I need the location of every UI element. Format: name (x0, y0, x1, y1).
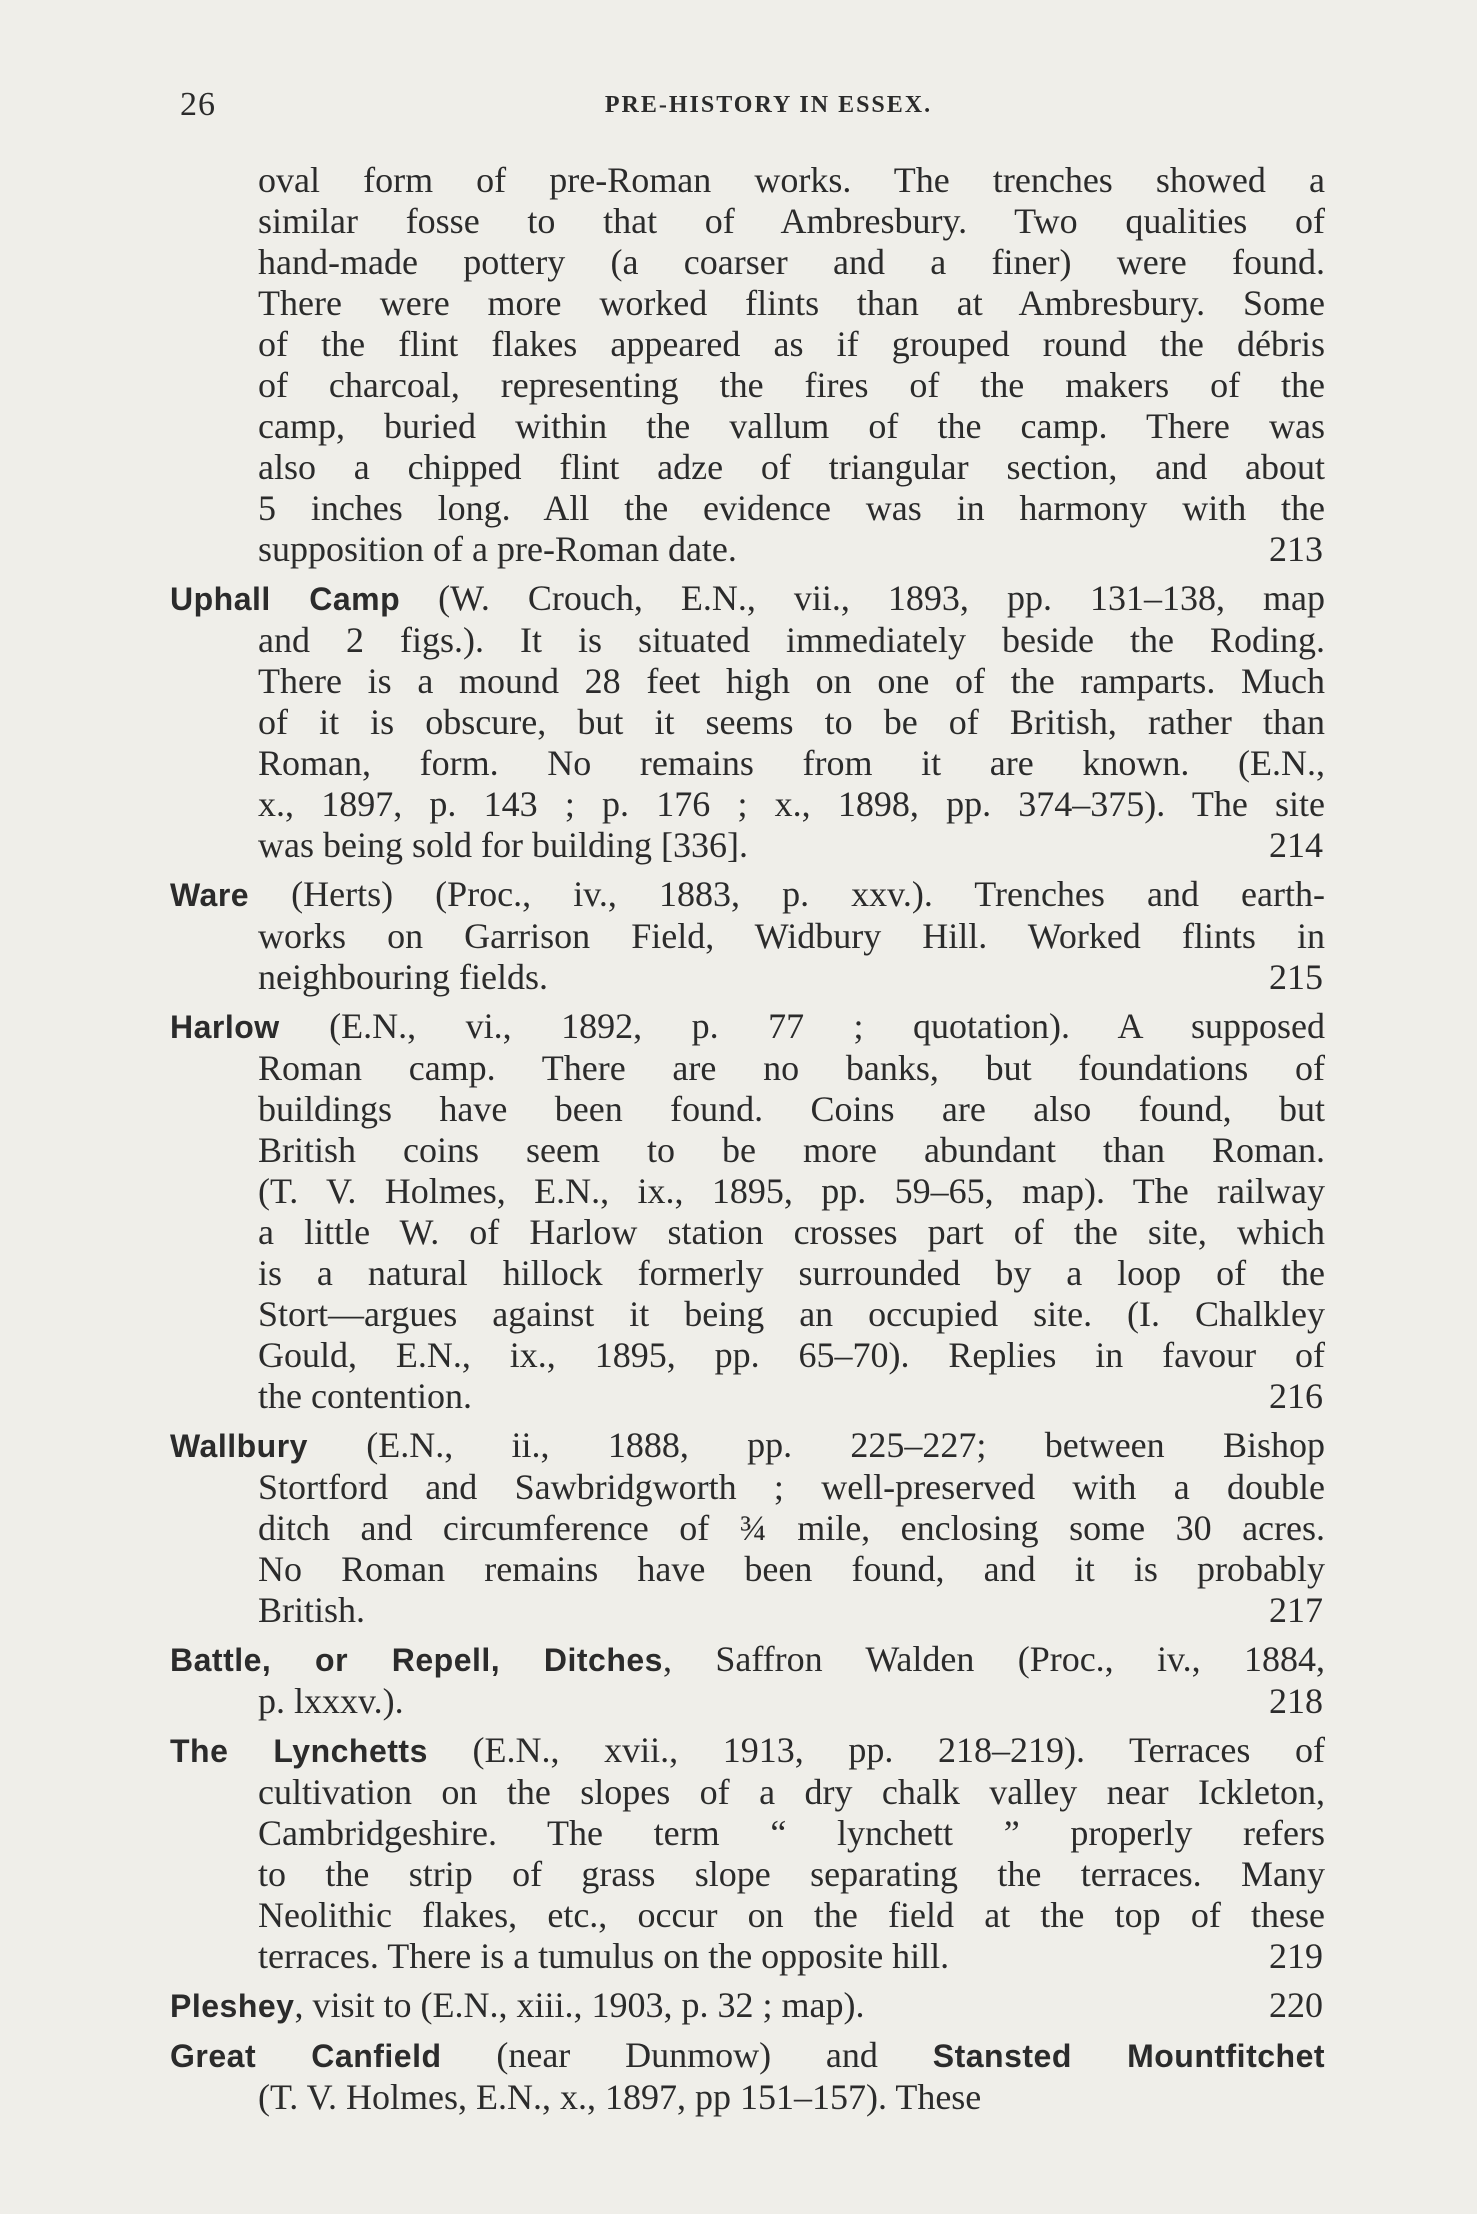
entry-number: 220 (1269, 1985, 1323, 2025)
entry-heading: Harlow (170, 1009, 280, 1045)
bibliography-entry (170, 1639, 1325, 1722)
text-line: Gould, E.N., ix., 1895, pp. 65–70). Replies in favour of (258, 1335, 1325, 1375)
bibliography-entry (170, 1006, 1325, 1417)
entry-heading: Wallbury (170, 1428, 308, 1464)
text-line: terraces. There is a tumulus on the opposite hill. (258, 1936, 950, 1976)
text-line: also a chipped flint adze of triangular section, and about (258, 447, 1325, 487)
text-line: neighbouring fields. (258, 957, 548, 997)
entry-number: 213 (1269, 529, 1323, 569)
bibliography-entry (170, 2035, 1325, 2118)
text-line: p. lxxxv.). (258, 1681, 404, 1721)
entry-number: 216 (1269, 1376, 1323, 1416)
bibliography-entry (170, 874, 1325, 998)
text-line: There were more worked flints than at Ambresbury. Some (258, 283, 1325, 323)
entry-heading: Great Canfield (170, 2038, 442, 2074)
text-line: was being sold for building [336]. (258, 825, 748, 865)
text-line: Roman camp. There are no banks, but foundations of (258, 1048, 1325, 1088)
entry-heading: Pleshey (170, 1988, 295, 2024)
entry-last-line (170, 825, 1325, 866)
entry-first-line (170, 2035, 1325, 2077)
entry-heading: Stansted Mountfitchet (932, 2038, 1326, 2074)
entry-text: (Herts) (Proc., iv., 1883, p. xxv.). Trenches and earth- (249, 874, 1325, 914)
entry-number: 215 (1269, 957, 1323, 997)
text-line: of it is obscure, but it seems to be of British, rather than (258, 702, 1325, 742)
text-line: No Roman remains have been found, and it is probably (258, 1549, 1325, 1589)
entry-text: (E.N., xvii., 1913, pp. 218–219). Terraces of (427, 1730, 1326, 1770)
running-title: PRE-HISTORY IN ESSEX. (604, 92, 933, 118)
text-line: oval form of pre-Roman works. The trenches showed a (258, 160, 1325, 200)
entry-last-line (170, 1681, 1325, 1722)
text-line: British coins seem to be more abundant than Roman. (258, 1130, 1325, 1170)
text-line: a little W. of Harlow station crosses part of the site, which (258, 1212, 1325, 1252)
page-body (170, 160, 1325, 2126)
entry-number: 218 (1269, 1681, 1323, 1721)
entry-last-line (170, 1590, 1325, 1631)
entry-text: (E.N., vi., 1892, p. 77 ; quotation). A supposed (279, 1006, 1325, 1046)
entry-first-line (170, 1425, 1325, 1467)
text-line: buildings have been found. Coins are also found, but (258, 1089, 1325, 1129)
text-line: the contention. (258, 1376, 472, 1416)
entry-text: (W. Crouch, E.N., vii., 1893, pp. 131–138, map (400, 578, 1326, 618)
entry-first-line (170, 1006, 1325, 1048)
text-line: Neolithic flakes, etc., occur on the field at the top of these (258, 1895, 1325, 1935)
entry-first-line (170, 578, 1325, 620)
entry-last-line (170, 1376, 1325, 1417)
text-line: of the flint flakes appeared as if grouped round the débris (258, 324, 1325, 364)
entry-text: (near Dunmow) and (441, 2035, 933, 2075)
entry-number: 217 (1269, 1590, 1323, 1630)
entry-number (1323, 2077, 1325, 2118)
intro-continuation (170, 160, 1325, 570)
text-line: is a natural hillock formerly surrounded by a loop of the (258, 1253, 1325, 1293)
bibliography-entry (170, 1425, 1325, 1631)
entry-last-line (170, 2077, 1325, 2118)
bibliography-entry (170, 578, 1325, 866)
text-line: to the strip of grass slope separating the terraces. Many (258, 1854, 1325, 1894)
entry-first-line (170, 1639, 1325, 1681)
text-line: cultivation on the slopes of a dry chalk valley near Ickleton, (258, 1772, 1325, 1812)
text-line: similar fosse to that of Ambresbury. Two qualities of (258, 201, 1325, 241)
text-line: Roman, form. No remains from it are known. (E.N., (258, 743, 1325, 783)
page-number: 26 (180, 86, 216, 123)
bibliography-entry (170, 1730, 1325, 1977)
entry-heading: Ware (170, 877, 250, 913)
entry-last-line (170, 957, 1325, 998)
entry-heading: Battle, or Repell, Ditches (170, 1642, 663, 1678)
entry-text: , visit to (E.N., xiii., 1903, p. 32 ; map). (294, 1985, 865, 2025)
entry-first-line-text (170, 1985, 864, 2027)
entry-first-line (170, 1730, 1325, 1772)
text-line: camp, buried within the vallum of the camp. There was (258, 406, 1325, 446)
bibliography-entry (170, 1985, 1325, 2027)
text-line: 5 inches long. All the evidence was in harmony with the (258, 488, 1325, 528)
text-line: works on Garrison Field, Widbury Hill. Worked flints in (258, 916, 1325, 956)
text-line: (T. V. Holmes, E.N., x., 1897, pp 151–157). These (258, 2077, 982, 2117)
entry-last-line (170, 529, 1325, 570)
entry-number: 214 (1269, 825, 1323, 865)
entry-heading: Uphall Camp (170, 581, 401, 617)
text-line: x., 1897, p. 143 ; p. 176 ; x., 1898, pp. 374–375). The site (258, 784, 1325, 824)
text-line: Stortford and Sawbridgworth ; well-preserved with a double (258, 1467, 1325, 1507)
entry-list (170, 578, 1325, 2118)
text-line: Cambridgeshire. The term “ lynchett ” properly refers (258, 1813, 1325, 1853)
entry-text: (E.N., ii., 1888, pp. 225–227; between Bishop (307, 1425, 1325, 1465)
text-line: ditch and circumference of ¾ mile, enclosing some 30 acres. (258, 1508, 1325, 1548)
text-line: There is a mound 28 feet high on one of the ramparts. Much (258, 661, 1325, 701)
entry-first-line (170, 874, 1325, 916)
text-line: (T. V. Holmes, E.N., ix., 1895, pp. 59–65, map). The railway (258, 1171, 1325, 1211)
entry-text: , Saffron Walden (Proc., iv., 1884, (662, 1639, 1326, 1679)
text-line: hand-made pottery (a coarser and a finer) were found. (258, 242, 1325, 282)
entry-heading: The Lynchetts (170, 1733, 428, 1769)
text-line: Stort—argues against it being an occupied site. (I. Chalkley (258, 1294, 1325, 1334)
text-line: and 2 figs.). It is situated immediately beside the Roding. (258, 620, 1325, 660)
text-line: British. (258, 1590, 366, 1630)
entry-first-line (170, 1985, 1325, 2027)
text-line: of charcoal, representing the fires of the makers of the (258, 365, 1325, 405)
entry-number: 219 (1269, 1936, 1323, 1976)
text-line: supposition of a pre-Roman date. (258, 529, 737, 569)
entry-last-line (170, 1936, 1325, 1977)
